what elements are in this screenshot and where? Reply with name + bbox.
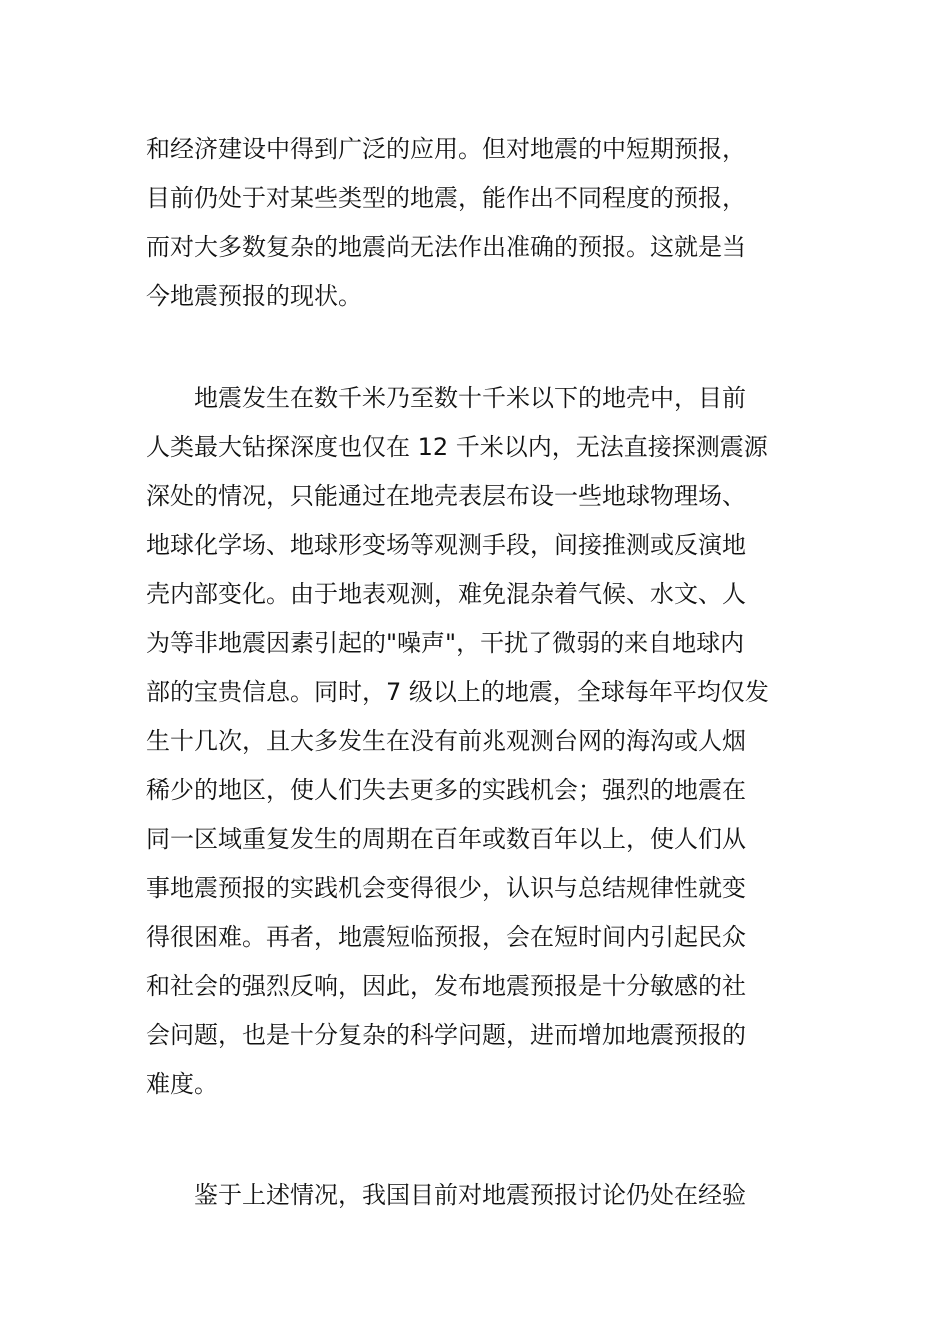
text-line: 目前仍处于对某些类型的地震，能作出不同程度的预报，: [146, 184, 746, 212]
text-line: 得很困难。再者，地震短临预报，会在短时间内引起民众: [146, 923, 746, 951]
text-line: 会问题，也是十分复杂的科学问题，进而增加地震预报的: [146, 1021, 746, 1049]
paragraph-1: [146, 125, 806, 321]
text-line: 人类最大钻探深度也仅在 12 千米以内，无法直接探测震源: [146, 433, 768, 461]
text-line: 事地震预报的实践机会变得很少，认识与总结规律性就变: [146, 874, 746, 902]
paragraph-2: [146, 374, 806, 1109]
text-line: 为等非地震因素引起的"噪声"，干扰了微弱的来自地球内: [146, 629, 745, 657]
text-line: 深处的情况，只能通过在地壳表层布设一些地球物理场、: [146, 482, 746, 510]
text-line: 和经济建设中得到广泛的应用。但对地震的中短期预报，: [146, 135, 746, 163]
text-line: 今地震预报的现状。: [146, 282, 362, 310]
text-line: 同一区域重复发生的周期在百年或数百年以上，使人们从: [146, 825, 746, 853]
text-line: 而对大多数复杂的地震尚无法作出准确的预报。这就是当: [146, 233, 746, 261]
text-line: 难度。: [146, 1070, 218, 1098]
text-line: 鉴于上述情况，我国目前对地震预报讨论仍处在经验: [194, 1181, 746, 1209]
text-line: 和社会的强烈反响，因此，发布地震预报是十分敏感的社: [146, 972, 746, 1000]
text-line: 部的宝贵信息。同时，7 级以上的地震，全球每年平均仅发: [146, 678, 769, 706]
text-line: 稀少的地区，使人们失去更多的实践机会；强烈的地震在: [146, 776, 746, 804]
text-line: 生十几次，且大多发生在没有前兆观测台网的海沟或人烟: [146, 727, 746, 755]
text-line: 壳内部变化。由于地表观测，难免混杂着气候、水文、人: [146, 580, 746, 608]
text-line: 地震发生在数千米乃至数十千米以下的地壳中，目前: [194, 384, 746, 412]
text-line: 地球化学场、地球形变场等观测手段，间接推测或反演地: [146, 531, 746, 559]
paragraph-3: [146, 1171, 806, 1220]
